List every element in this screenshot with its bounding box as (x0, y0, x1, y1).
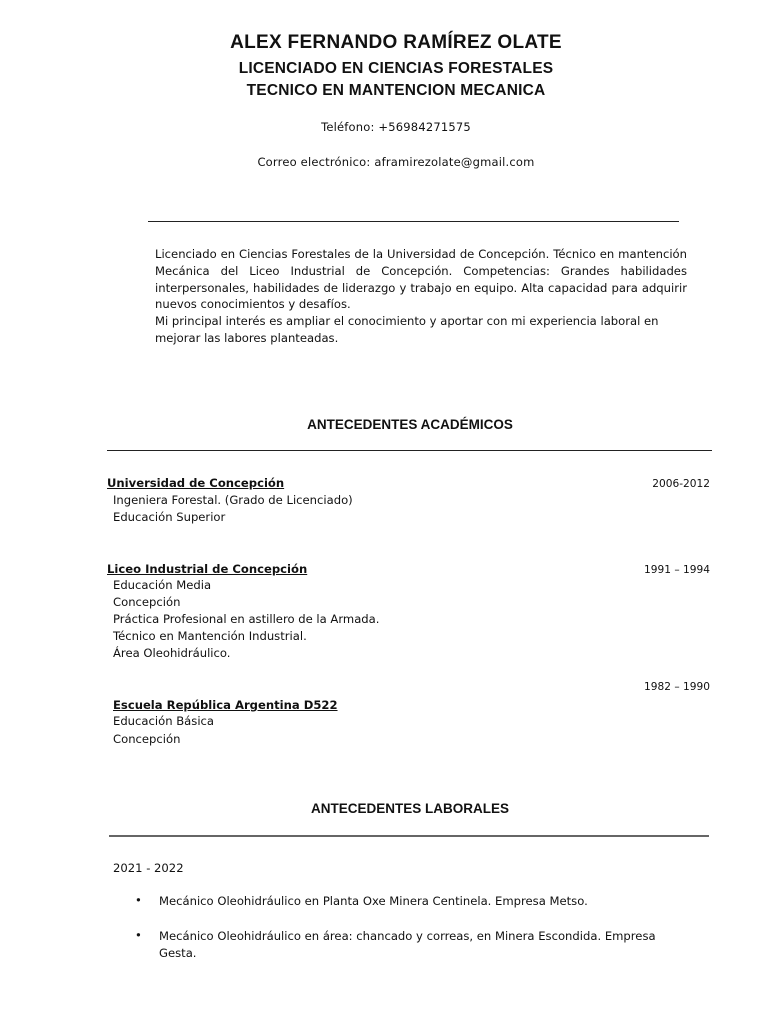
institution-name: Universidad de Concepción (107, 476, 285, 490)
profession-title-2: TECNICO EN MANTENCION MECANICA (246, 82, 546, 99)
job-item: Mecánico Oleohidráulico en área: chancado y correas, en Minera Escondida. Empresa Gesta. (159, 929, 656, 960)
candidate-name: ALEX FERNANDO RAMÍREZ OLATE (230, 32, 562, 53)
education-detail: Área Oleohidráulico. (113, 646, 231, 660)
education-detail: Educación Básica (113, 714, 215, 728)
job-item: Mecánico Oleohidráulico en Planta Oxe Minera Centinela. Empresa Metso. (159, 894, 588, 908)
education-detail: Ingeniera Forestal. (Grado de Licenciado) (113, 493, 353, 507)
academic-section-title: ANTECEDENTES ACADÉMICOS (307, 417, 513, 432)
bullet-icon: • (135, 928, 142, 942)
summary-paragraph-2: Mi principal interés es ampliar el conocimiento y aportar con mi experiencia laboral en mejorar las labores planteadas. (155, 314, 659, 345)
work-period: 2021 - 2022 (113, 861, 184, 875)
education-detail: Educación Media (113, 578, 212, 592)
profession-title-1: LICENCIADO EN CIENCIAS FORESTALES (238, 60, 554, 77)
education-detail: Técnico en Mantención Industrial. (113, 629, 307, 643)
work-section-title: ANTECEDENTES LABORALES (310, 801, 509, 816)
institution-dates: 1982 – 1990 (644, 681, 710, 693)
institution-dates: 2006-2012 (652, 478, 710, 490)
education-detail: Práctica Profesional en astillero de la Armada. (113, 612, 380, 626)
bullet-icon: • (135, 893, 142, 907)
header-divider (148, 221, 679, 222)
profile-summary (155, 246, 687, 347)
email-line: Correo electrónico: aframirezolate@gmail.com (257, 155, 535, 169)
education-detail: Concepción (113, 595, 181, 609)
summary-paragraph-1: Licenciado en Ciencias Forestales de la Universidad de Concepción. Técnico en mantención Mecánica del Liceo Industrial de Concepción. Competencias: Grandes habilidades interpersonales, habilidades de liderazgo y trabajo en equipo. Alta capacidad para adquirir nuevos conocimientos y desafíos. (155, 247, 687, 312)
institution-name: Escuela República Argentina D522 (113, 698, 338, 712)
institution-dates: 1991 – 1994 (644, 564, 710, 576)
academic-divider (107, 450, 712, 451)
work-divider (109, 835, 709, 837)
phone-line: Teléfono: +56984271575 (321, 120, 471, 134)
education-detail: Educación Superior (113, 510, 226, 524)
institution-name: Liceo Industrial de Concepción (107, 562, 308, 576)
education-detail: Concepción (113, 732, 181, 746)
